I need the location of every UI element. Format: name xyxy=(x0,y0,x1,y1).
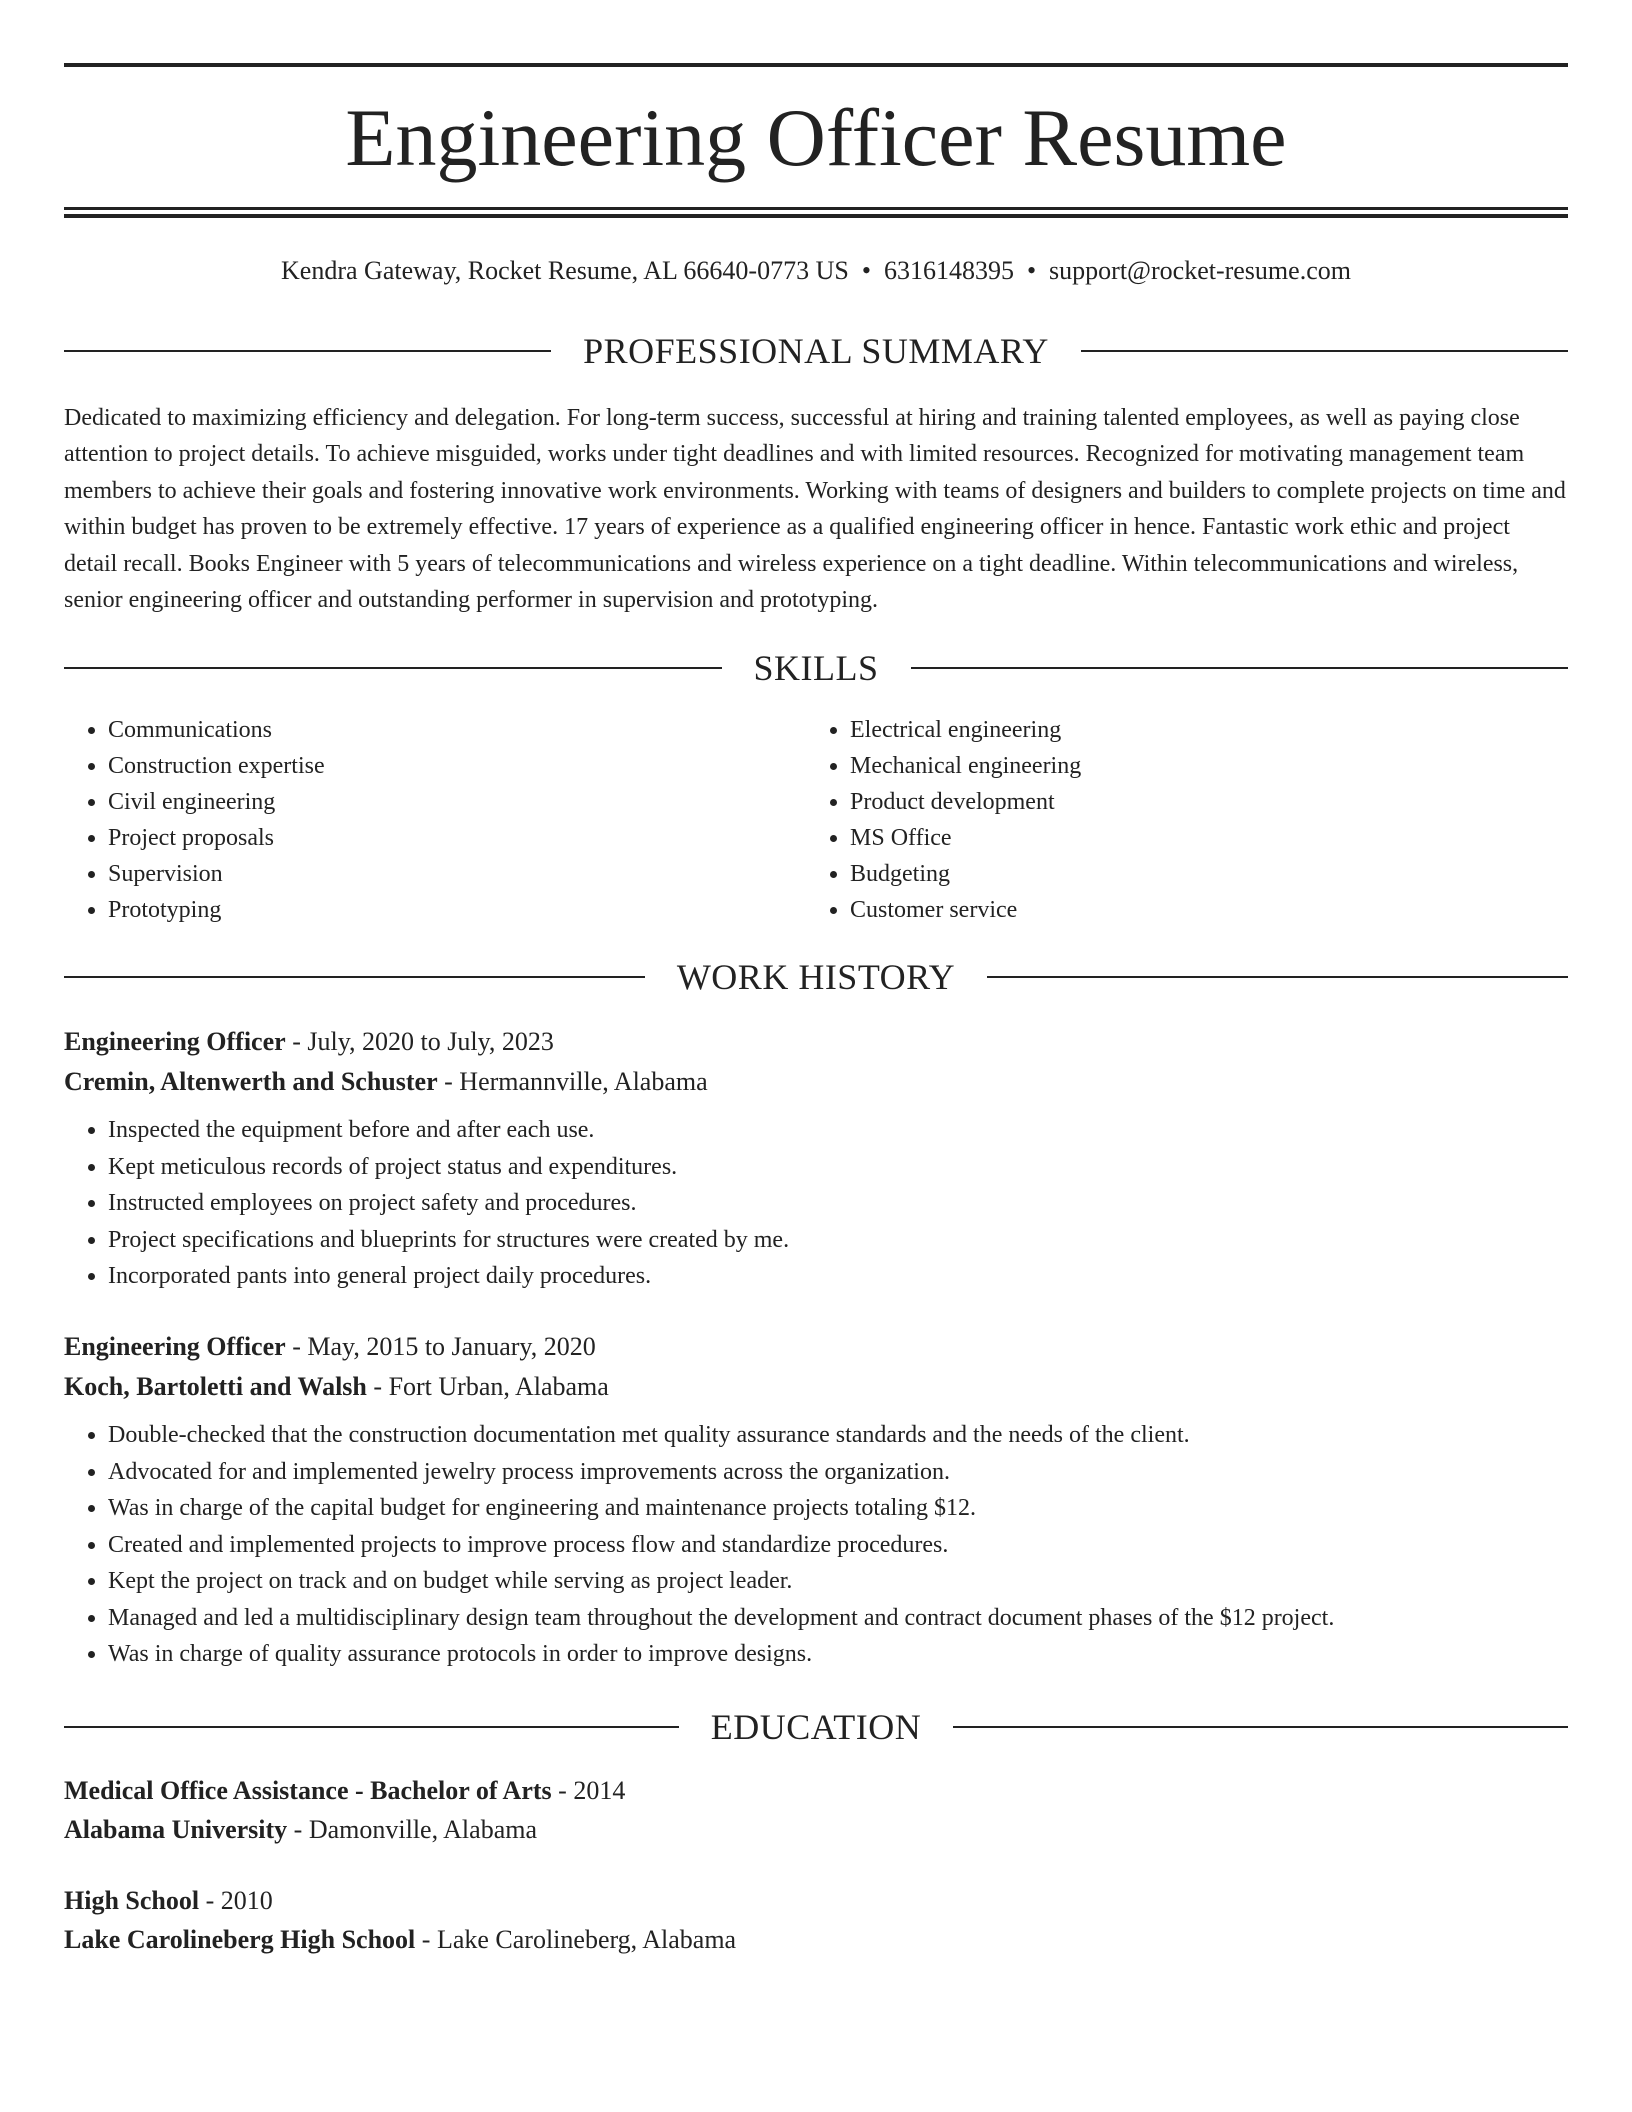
dash: - xyxy=(551,1776,574,1805)
education-location: Damonville, Alabama xyxy=(308,1815,538,1844)
education-degree: Medical Office Assistance - Bachelor of Arts xyxy=(64,1776,552,1805)
contact-address: Kendra Gateway, Rocket Resume, AL 66640-0773 US xyxy=(281,256,849,285)
job-entry xyxy=(64,1022,1568,1295)
job-location: Hermannville, Alabama xyxy=(459,1067,708,1096)
education-year: 2014 xyxy=(573,1776,626,1805)
job-company: Cremin, Altenwerth and Schuster xyxy=(64,1067,438,1096)
section-heading-summary xyxy=(64,329,1568,373)
job-bullet: • Advocated for and implemented jewelry process improvements across the organization. xyxy=(108,1454,1568,1491)
dash: - xyxy=(287,1815,309,1844)
section-title: SKILLS xyxy=(753,648,879,688)
job-dates: May, 2015 to January, 2020 xyxy=(307,1332,596,1361)
education-school-line xyxy=(64,1810,1568,1849)
job-bullet: • Was in charge of quality assurance protocols in order to improve designs. xyxy=(108,1636,1568,1673)
contact-separator: • xyxy=(861,256,871,285)
education-degree-line xyxy=(64,1771,1568,1810)
summary-text: Dedicated to maximizing efficiency and delegation. For long-term success, successful at hiring and training talented employees, as well as paying close attention to project details. To achieve misguided, works under tight deadlines and with limited resources. Recognized for motivating management team members to achieve their goals and fostering innovative work environments. Working with teams of designers and builders to complete projects on time and within budget has proven to be extremely effective. 17 years of experience as a qualified engineering officer in hence. Fantastic work ethic and project detail recall. Books Engineer with 5 years of telecommunications and wireless experience on a tight deadline. Within telecommunications and wireless, senior engineering officer and outstanding performer in supervision and prototyping. xyxy=(64,405,1566,614)
job-entry xyxy=(64,1327,1568,1673)
job-bullets xyxy=(64,1417,1568,1673)
education-degree-line xyxy=(64,1881,1568,1920)
skills-column-right xyxy=(806,712,1548,928)
education-entry xyxy=(64,1881,1568,1959)
job-title: Engineering Officer xyxy=(64,1332,286,1361)
section-heading-skills xyxy=(64,646,1568,690)
contact-email: support@rocket-resume.com xyxy=(1049,256,1351,285)
heading-rule xyxy=(987,976,1568,978)
skill-item: • Civil engineering xyxy=(108,784,806,820)
dash: - xyxy=(285,1027,308,1056)
dash: - xyxy=(415,1925,437,1954)
skill-item: • MS Office xyxy=(850,820,1548,856)
skill-item: • Communications xyxy=(108,712,806,748)
title-double-rule xyxy=(64,207,1568,218)
job-bullet: • Created and implemented projects to improve process flow and standardize procedures. xyxy=(108,1527,1568,1564)
top-rule xyxy=(64,63,1568,67)
heading-rule xyxy=(911,667,1569,669)
section-title: EDUCATION xyxy=(710,1707,922,1747)
skill-item: • Budgeting xyxy=(850,856,1548,892)
skills-list xyxy=(64,712,1568,928)
contact-phone: 6316148395 xyxy=(883,256,1014,285)
skill-item: • Mechanical engineering xyxy=(850,748,1548,784)
job-company-line xyxy=(64,1062,1568,1102)
section-title: WORK HISTORY xyxy=(676,957,956,997)
job-title: Engineering Officer xyxy=(64,1027,286,1056)
section-heading-education xyxy=(64,1705,1568,1749)
skill-item: • Project proposals xyxy=(108,820,806,856)
job-bullet: • Kept the project on track and on budget while serving as project leader. xyxy=(108,1563,1568,1600)
skill-item: • Electrical engineering xyxy=(850,712,1548,748)
job-bullet: • Double-checked that the construction documentation met quality assurance standards and the needs of the client. xyxy=(108,1417,1568,1454)
heading-rule xyxy=(64,350,551,352)
job-bullet: • Was in charge of the capital budget for engineering and maintenance projects totaling $12. xyxy=(108,1490,1568,1527)
dash: - xyxy=(437,1067,460,1096)
education-school-line xyxy=(64,1920,1568,1959)
job-bullet: • Project specifications and blueprints for structures were created by me. xyxy=(108,1222,1568,1259)
job-company-line xyxy=(64,1367,1568,1407)
job-bullet: • Inspected the equipment before and after each use. xyxy=(108,1112,1568,1149)
heading-rule xyxy=(64,1726,679,1728)
contact-separator: • xyxy=(1026,256,1037,285)
job-bullets xyxy=(64,1112,1568,1295)
section-heading-work-history xyxy=(64,955,1568,999)
job-dates: July, 2020 to July, 2023 xyxy=(307,1027,554,1056)
skills-column-left xyxy=(64,712,806,928)
dash: - xyxy=(366,1372,389,1401)
heading-rule xyxy=(1081,350,1568,352)
page-title: Engineering Officer Resume xyxy=(345,92,1287,183)
skill-item: • Supervision xyxy=(108,856,806,892)
job-title-line xyxy=(64,1022,1568,1062)
job-bullet: • Managed and led a multidisciplinary design team throughout the development and contract document phases of the $12 project. xyxy=(108,1600,1568,1637)
dash: - xyxy=(285,1332,308,1361)
education-entry xyxy=(64,1771,1568,1849)
skill-item: • Customer service xyxy=(850,892,1548,928)
job-bullet: • Incorporated pants into general project daily procedures. xyxy=(108,1258,1568,1295)
heading-rule xyxy=(953,1726,1568,1728)
skill-item: • Product development xyxy=(850,784,1548,820)
job-bullet: • Instructed employees on project safety and procedures. xyxy=(108,1185,1568,1222)
job-company: Koch, Bartoletti and Walsh xyxy=(64,1372,367,1401)
skill-item: • Prototyping xyxy=(108,892,806,928)
education-degree: High School xyxy=(64,1886,200,1915)
section-title: PROFESSIONAL SUMMARY xyxy=(583,331,1049,371)
job-location: Fort Urban, Alabama xyxy=(388,1372,609,1401)
education-location: Lake Carolineberg, Alabama xyxy=(436,1925,737,1954)
education-school: Lake Carolineberg High School xyxy=(64,1925,416,1954)
skill-item: • Construction expertise xyxy=(108,748,806,784)
heading-rule xyxy=(64,976,645,978)
heading-rule xyxy=(64,667,722,669)
job-bullet: • Kept meticulous records of project status and expenditures. xyxy=(108,1149,1568,1186)
education-year: 2010 xyxy=(220,1886,273,1915)
job-title-line xyxy=(64,1327,1568,1367)
dash: - xyxy=(199,1886,221,1915)
education-school: Alabama University xyxy=(64,1815,288,1844)
contact-line xyxy=(64,254,1568,288)
